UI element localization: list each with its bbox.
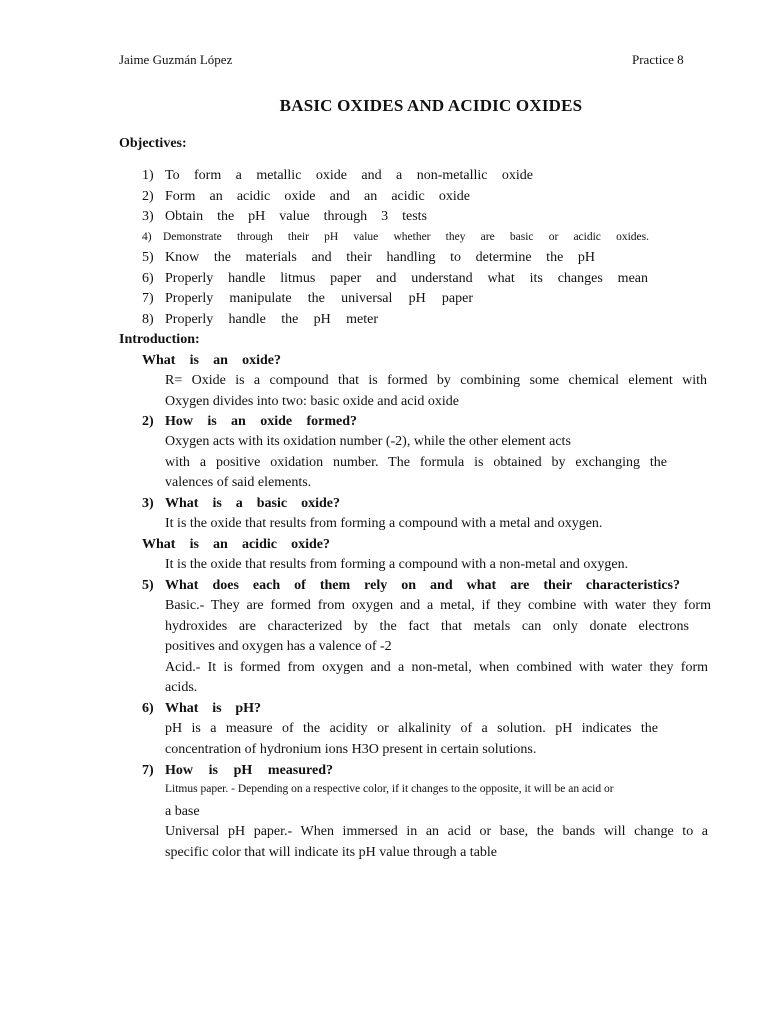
- answer-line: positives and oxygen has a valence of -2: [165, 639, 392, 654]
- answer-line: a base: [165, 804, 200, 819]
- question-heading: 7) How is pH measured?: [142, 763, 333, 778]
- answer-line: It is the oxide that results from forming a compound with a non-metal and oxygen.: [165, 557, 629, 572]
- answer-line: acids.: [165, 680, 198, 695]
- answer-line: Acid.- It is formed from oxygen and a non-metal, when combined with water they form: [165, 660, 708, 675]
- answer-line: valences of said elements.: [165, 475, 312, 490]
- answer-line: Oxygen divides into two: basic oxide and acid oxide: [165, 394, 459, 409]
- practice-label: Practice 8: [632, 52, 684, 67]
- answer-line: It is the oxide that results from forming a compound with a metal and oxygen.: [165, 516, 603, 531]
- document-title: BASIC OXIDES AND ACIDIC OXIDES: [279, 96, 583, 115]
- answer-line: concentration of hydronium ions H3O present in certain solutions.: [165, 742, 537, 757]
- answer-line: with a positive oxidation number. The formula is obtained by exchanging the: [165, 455, 667, 470]
- objective-item: 4) Demonstrate through their pH value whether they are basic or acidic oxides.: [142, 231, 649, 243]
- question-heading: 3) What is a basic oxide?: [142, 496, 340, 511]
- question-heading: 2) How is an oxide formed?: [142, 414, 357, 429]
- answer-line: Basic.- They are formed from oxygen and a metal, if they combine with water they form: [165, 598, 711, 613]
- objective-item: 5) Know the materials and their handling to determine the pH: [142, 250, 595, 265]
- answer-line: Litmus paper. - Depending on a respective color, if it changes to the opposite, it will be an acid or: [165, 783, 614, 795]
- question-heading: What is an oxide?: [142, 353, 281, 368]
- answer-line: pH is a measure of the acidity or alkalinity of a solution. pH indicates the: [165, 721, 658, 736]
- introduction-heading: Introduction:: [119, 332, 200, 347]
- answer-line: specific color that will indicate its pH value through a table: [165, 845, 498, 860]
- author-name: Jaime Guzmán López: [119, 52, 233, 67]
- answer-line: Universal pH paper.- When immersed in an acid or base, the bands will change to a: [165, 824, 708, 839]
- question-heading: What is an acidic oxide?: [142, 537, 330, 552]
- objective-item: 2) Form an acidic oxide and an acidic oxide: [142, 189, 470, 204]
- objective-item: 6) Properly handle litmus paper and understand what its changes mean: [142, 271, 648, 286]
- question-heading: 6) What is pH?: [142, 701, 261, 716]
- objective-item: 3) Obtain the pH value through 3 tests: [142, 209, 427, 224]
- objectives-heading: Objectives:: [119, 136, 187, 151]
- objective-item: 7) Properly manipulate the universal pH paper: [142, 291, 473, 306]
- answer-line: hydroxides are characterized by the fact that metals can only donate electrons: [165, 619, 689, 634]
- question-heading: 5) What does each of them rely on and what are their characteristics?: [142, 578, 680, 593]
- objective-item: 1) To form a metallic oxide and a non-metallic oxide: [142, 168, 533, 183]
- answer-line: Oxygen acts with its oxidation number (-2), while the other element acts: [165, 434, 571, 449]
- objective-item: 8) Properly handle the pH meter: [142, 312, 378, 327]
- answer-line: R= Oxide is a compound that is formed by combining some chemical element with: [165, 373, 707, 388]
